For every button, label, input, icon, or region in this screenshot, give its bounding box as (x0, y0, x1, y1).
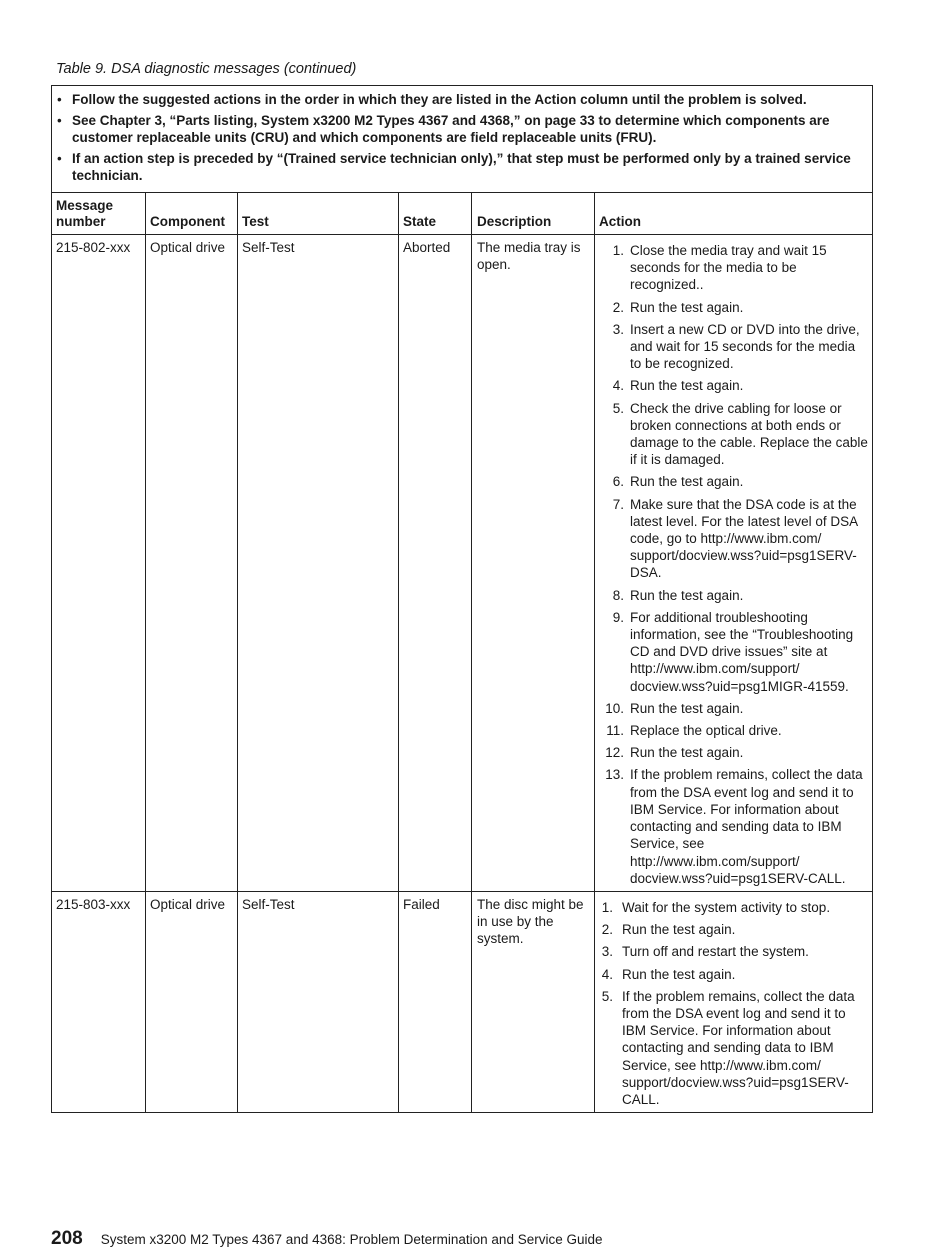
action-step: 8. Run the test again. (612, 587, 744, 603)
action-step: 10. Run the test again. (605, 700, 744, 716)
action-step: 3. Turn off and restart the system. (601, 944, 809, 960)
page-number: 208 (51, 1228, 83, 1249)
cell-action (595, 235, 873, 892)
action-step: 7. Make sure that the DSA code is at the latest level. For the latest level of DSA code, go to http://www.ibm.com/ support/docview.wss?uid=psg1SERV-DSA. (612, 496, 858, 581)
cell-test: Self-Test (238, 235, 399, 892)
note-item: • If an action step is preceded by “(Trained service technician only),” that step must be performed only by a trained service technician. (57, 151, 851, 183)
cell-test: Self-Test (238, 891, 399, 1112)
page-footer (51, 1228, 603, 1250)
action-step: 4. Run the test again. (601, 966, 736, 982)
table-caption: Table 9. DSA diagnostic messages (continued) (56, 61, 357, 77)
header-description: Description (472, 193, 595, 235)
header-state: State (399, 193, 472, 235)
cell-state: Failed (399, 891, 472, 1112)
notes-cell (52, 86, 873, 193)
header-row (52, 193, 873, 235)
cell-description: The media tray is open. (472, 235, 595, 892)
action-step: 13. If the problem remains, collect the data from the DSA event log and send it to IBM Service. For information about contacting and sending data to IBM Service, see http://www.ibm.com/support/ docview.wss?uid=psg1SERV-CALL. (605, 767, 863, 886)
action-step: 2. Run the test again. (612, 299, 744, 315)
footer-title: System x3200 M2 Types 4367 and 4368: Problem Determination and Service Guide (100, 1232, 603, 1247)
action-step: 6. Run the test again. (612, 474, 744, 490)
cell-message-number: 215-803-xxx (52, 891, 146, 1112)
notes-list (57, 91, 864, 184)
action-step: 2. Run the test again. (601, 922, 736, 938)
action-steps (599, 242, 868, 887)
action-step: 3. Insert a new CD or DVD into the drive, and wait for 15 seconds for the media to be recognized. (612, 321, 860, 372)
cell-component: Optical drive (146, 235, 238, 892)
action-step: 1. Close the media tray and wait 15 seconds for the media to be recognized.. (612, 243, 827, 293)
header-component: Component (146, 193, 238, 235)
table-row (52, 235, 873, 892)
action-steps (599, 899, 868, 1108)
action-step: 9. For additional troubleshooting information, see the “Troubleshooting CD and DVD drive issues” site at http://www.ibm.com/support/ docview.wss?uid=psg1MIGR-41559. (612, 609, 854, 694)
note-item: • Follow the suggested actions in the order in which they are listed in the Action column until the problem is solved. (57, 92, 807, 107)
cell-component: Optical drive (146, 891, 238, 1112)
cell-state: Aborted (399, 235, 472, 892)
action-step: 4. Run the test again. (612, 378, 744, 394)
action-step: 11. Replace the optical drive. (606, 723, 782, 739)
cell-description: The disc might be in use by the system. (472, 891, 595, 1112)
cell-message-number: 215-802-xxx (52, 235, 146, 892)
notes-row (52, 86, 873, 193)
action-step: 5. Check the drive cabling for loose or broken connections at both ends or damage to the cable. Replace the cable if it is damaged. (612, 400, 868, 468)
action-step: 12. Run the test again. (605, 745, 744, 761)
header-test: Test (238, 193, 399, 235)
dsa-messages-table (51, 85, 873, 1113)
header-message-number: Message number (52, 193, 146, 235)
action-step: 1. Wait for the system activity to stop. (601, 899, 831, 915)
table-row (52, 891, 873, 1112)
header-action: Action (595, 193, 873, 235)
action-step: 5. If the problem remains, collect the data from the DSA event log and send it to IBM Service. For information about contacting and sending data to IBM Service, see http://www.ibm.com/ support/docview.wss?uid=psg1SERV- CALL. (601, 988, 855, 1107)
note-item: • See Chapter 3, “Parts listing, System x3200 M2 Types 4367 and 4368,” on page 33 to determine which components are customer replaceable units (CRU) and which components are field replaceable units (FRU). (57, 113, 830, 145)
cell-action (595, 891, 873, 1112)
